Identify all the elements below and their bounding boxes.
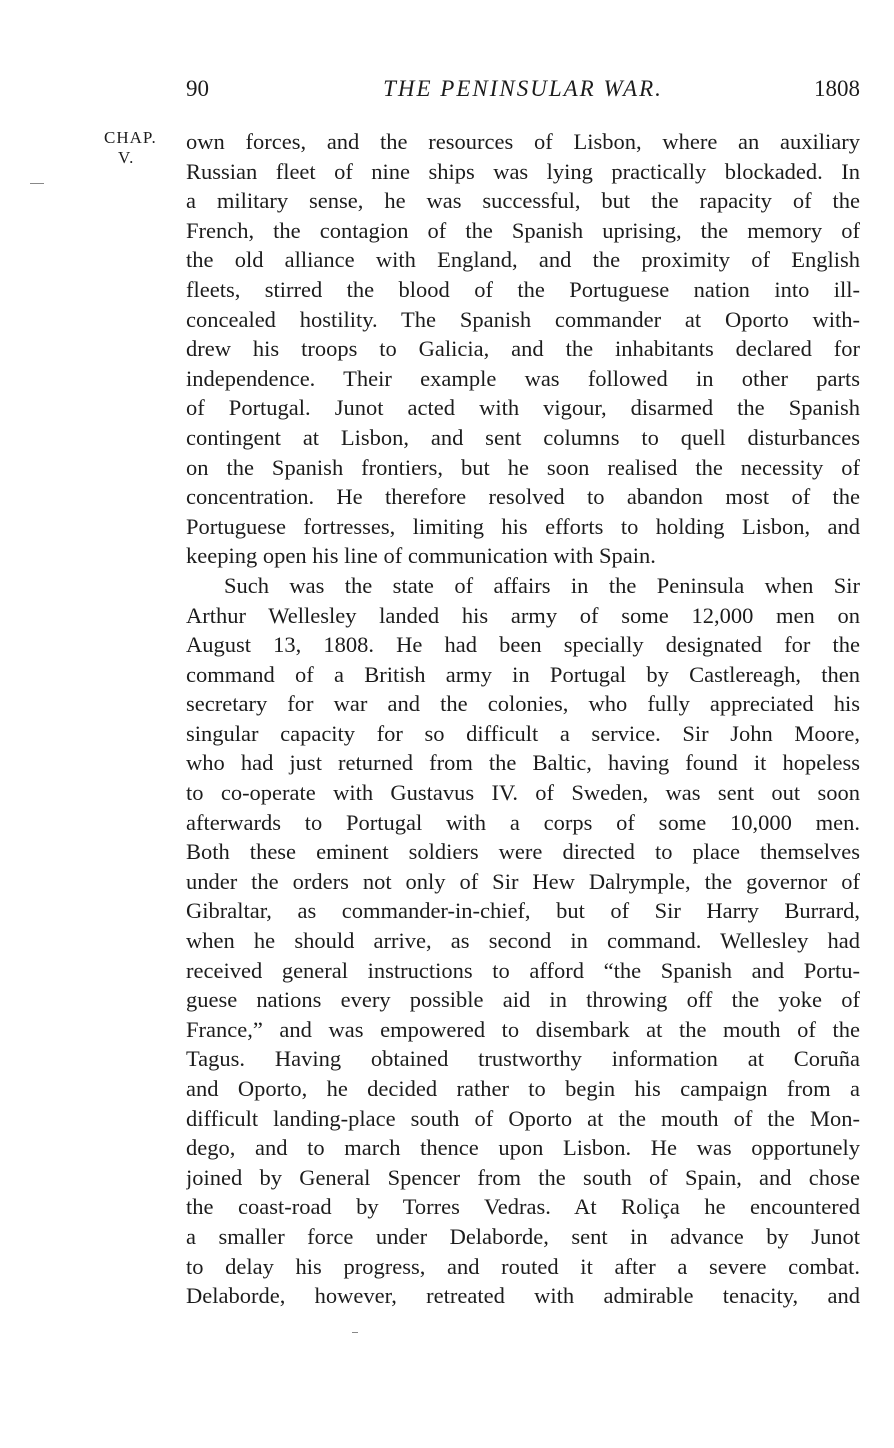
text-line: Delaborde, however, retreated with admirable tenacity, and bbox=[186, 1283, 860, 1309]
text-line: August 13, 1808. He had been specially designated for the bbox=[186, 632, 860, 658]
text-line: dego, and to march thence upon Lisbon. He was opportunely bbox=[186, 1135, 860, 1161]
text-line: and Oporto, he decided rather to begin his campaign from a bbox=[186, 1076, 860, 1101]
text-line: Tagus. Having obtained trustworthy information at Coruña bbox=[186, 1046, 860, 1072]
text-line: when he should arrive, as second in command. Wellesley had bbox=[186, 928, 860, 954]
text-line: guese nations every possible aid in throwing off the yoke of bbox=[186, 987, 860, 1013]
text-line: French, the contagion of the Spanish uprising, the memory of bbox=[186, 217, 860, 243]
chapter-margin-label bbox=[104, 128, 176, 168]
scan-speck bbox=[30, 183, 44, 184]
text-line: afterwards to Portugal with a corps of some 10,000 men. bbox=[186, 809, 860, 835]
text-line: drew his troops to Galicia, and the inhabitants declared for bbox=[186, 336, 860, 362]
text-line: the coast-road by Torres Vedras. At Roliça he encountered bbox=[186, 1194, 860, 1220]
running-head bbox=[186, 76, 860, 106]
text-line: contingent at Lisbon, and sent columns to quell disturbances bbox=[186, 424, 860, 450]
body-text bbox=[186, 127, 860, 1311]
text-line: to co-operate with Gustavus IV. of Sweden, was sent out soon bbox=[186, 780, 860, 806]
running-year: 1808 bbox=[814, 76, 860, 101]
chapter-label: CHAP. bbox=[104, 128, 157, 147]
text-line: a smaller force under Delaborde, sent in advance by Junot bbox=[186, 1223, 860, 1249]
scan-speck bbox=[352, 1332, 358, 1333]
text-line: Portuguese fortresses, limiting his efforts to holding Lisbon, and bbox=[186, 513, 860, 539]
text-line: who had just returned from the Baltic, having found it hopeless bbox=[186, 750, 860, 776]
text-line: singular capacity for so difficult a service. Sir John Moore, bbox=[186, 720, 860, 746]
chapter-number: V. bbox=[118, 148, 135, 167]
text-line: concealed hostility. The Spanish commander at Oporto with- bbox=[186, 306, 860, 332]
text-line: Both these eminent soldiers were directed to place themselves bbox=[186, 839, 860, 865]
text-line: the old alliance with England, and the proximity of English bbox=[186, 247, 860, 273]
text-line: received general instructions to afford “the Spanish and Portu- bbox=[186, 957, 860, 983]
text-line: secretary for war and the colonies, who fully appreciated his bbox=[186, 691, 860, 717]
text-line: command of a British army in Portugal by Castlereagh, then bbox=[186, 661, 860, 687]
text-line: joined by General Spencer from the south of Spain, and chose bbox=[186, 1164, 860, 1190]
text-line: fleets, stirred the blood of the Portuguese nation into ill- bbox=[186, 276, 860, 302]
text-line: keeping open his line of communication with Spain. bbox=[186, 543, 656, 569]
text-line: to delay his progress, and routed it after a severe combat. bbox=[186, 1253, 860, 1279]
text-line: a military sense, he was successful, but the rapacity of the bbox=[186, 188, 860, 214]
text-line: Gibraltar, as commander-in-chief, but of Sir Harry Burrard, bbox=[186, 898, 860, 924]
text-line: Such was the state of affairs in the Peninsula when Sir bbox=[224, 572, 860, 598]
text-line: on the Spanish frontiers, but he soon realised the necessity of bbox=[186, 454, 860, 480]
page-number: 90 bbox=[186, 76, 209, 101]
text-line: Arthur Wellesley landed his army of some 12,000 men on bbox=[186, 602, 860, 628]
text-line: independence. Their example was followed in other parts bbox=[186, 365, 860, 391]
text-line: under the orders not only of Sir Hew Dalrymple, the governor of bbox=[186, 868, 860, 894]
text-line: of Portugal. Junot acted with vigour, disarmed the Spanish bbox=[186, 395, 860, 421]
text-line: own forces, and the resources of Lisbon, where an auxiliary bbox=[186, 129, 860, 154]
text-line: difficult landing-place south of Oporto at the mouth of the Mon- bbox=[186, 1105, 860, 1131]
text-line: Russian fleet of nine ships was lying practically blockaded. In bbox=[186, 158, 860, 184]
text-line: France,” and was empowered to disembark at the mouth of the bbox=[186, 1016, 860, 1042]
running-title: THE PENINSULAR WAR. bbox=[383, 76, 663, 101]
text-line: concentration. He therefore resolved to abandon most of the bbox=[186, 484, 860, 510]
